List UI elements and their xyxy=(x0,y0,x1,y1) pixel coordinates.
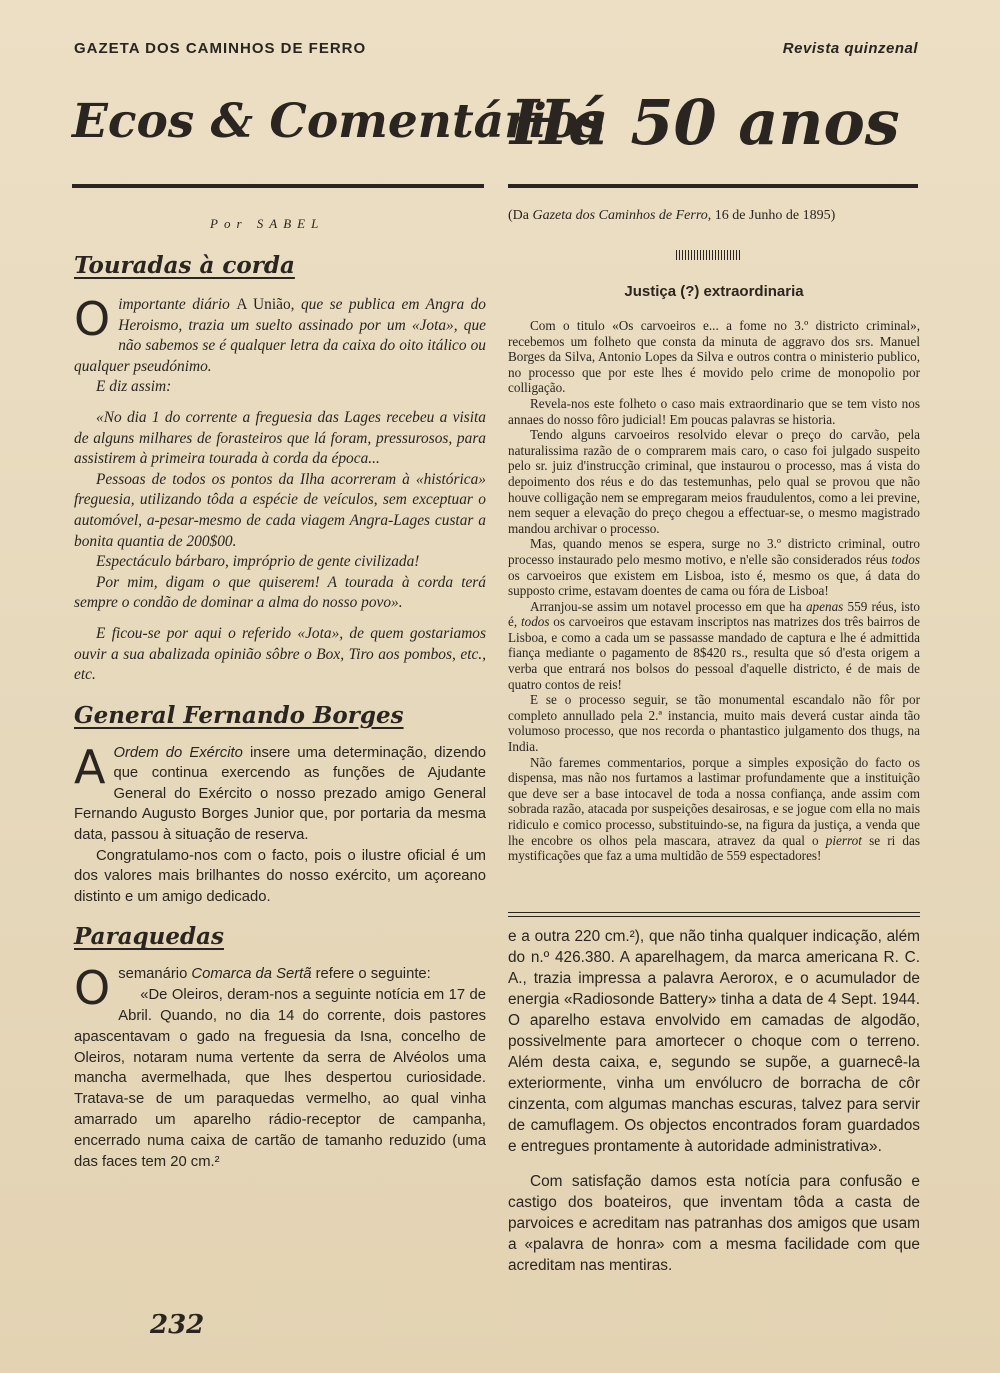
right-subtitle: Justiça (?) extraordinaria xyxy=(624,283,804,300)
dropcap: A xyxy=(74,739,106,794)
justica-article: Com o titulo «Os carvoeiros e... a fome no 3.º districto criminal», recebemos um folheto que consta da minuta de aggravo dos srs. Manuel Borges da Silva, Antonio Lopes da Silva e outros contra o ministerio publico, no processo que por este lhes é movido pelo crime de monopolio por colligação. Revela-nos este folheto o caso mais extraordinario que se tem visto nos annaes do nosso fôro judicial! Em poucas palavras se historia. Tendo alguns carvoeiros resolvido elevar o preço do carvão, pela naturalissima razão de o comprarem mais caro, o caso foi julgado suspeito pelo sr. juiz d'instrucção criminal, que instaurou o processo, mas á vista do depoimento dos réus e do das testemunhas, pelo qual se provou que não houve colligação nem se empregaram meios fraudulentos, como a lei previne, nem sequer a elevação do preço chegou a effectuar-se, o mesmo magistrado mandou archivar o processo. Mas, quando menos se espera, surge no 3.º districto criminal, outro processo instaurado pelo mesmo motivo, e n'elle são considerados réus todos os carvoeiros que existem em Lisboa, isto é, mesmo os que, á data do supposto crime, estavam doentes de cama ou fóra de Lisboa! Arranjou-se assim um notavel processo em que ha apenas 559 réus, isto é, todos os carvoeiros que estavam inscriptos nas matrizes dos três bairros de Lisboa, e como a cada um se passasse mandado de captura e lhe é admittida fiança mediante o pagamento de 8$420 rs., resulta que só d'esta origem a verba que entrará nos bolsos do pessoal d'aquelle districto, é de mais de quatro contos de reis! E se o processo seguir, se tão monumental escandalo não fôr por completo annullado pela 2.ª instancia, muito mais deverá custar ainda tão volumoso processo, que nos recorda o phantastico julgamento dos thugs, na India. Não faremes commentarios, porque a simples exposição do facto os dispensa, mas não nos furtamos a lastimar profundamente que a instituição que deve ser a base intocavel de toda a nossa confiança, ande assim com sobrada razão, atacada por suspeições desairosas, e se jogue com ella no mais ridiculo e comico processo, substituindo-se, na figura da justiça, a venda que lhe encobre os olhos pela mascara, atravez da qual o pierrot se ri das mystificações que faz a uma multidão de 559 espectadores! xyxy=(508,318,920,864)
source-note: (Da Gazeta dos Caminhos de Ferro, 16 de Junho de 1895) xyxy=(508,208,836,223)
right-column-title: Há 50 anos xyxy=(510,86,900,159)
dropcap: O xyxy=(74,292,111,346)
publication-name: GAZETA DOS CAMINHOS DE FERRO xyxy=(74,40,367,57)
touradas-body: O importante diário A União, que se publica em Angra do Heroismo, trazia um suelto assinado por um «Jota», que não sabemos se é qualquer letra da caixa do oito itálico ou qualquer pseudónimo. E diz assim: «No dia 1 do corrente a freguesia das Lages recebeu a visita de alguns milhares de forasteiros que lá foram, pressurosos, para assistirem à primeira tourada à corda da época... Pessoas de todos os pontos da Ilha acorreram à «histórica» freguesia, utilizando tôda a espécie de veículos, sem exceptuar o automóvel, a-pesar-mesmo de cada viagem Angra-Lages custar a bonita quantia de 200$00. Espectáculo bárbaro, impróprio de gente civilizada! Por mim, digam o que quiserem! A tourada à corda terá sempre o condão de dominar a alma do nosso povo». E ficou-se por aqui o referido «Jota», de quem gostariamos ouvir a sua abalizada opinião sôbre o Box, Tiro aos pombos, etc., etc. xyxy=(74,292,486,684)
paraquedas-continuation: e a outra 220 cm.²), que não tinha qualquer indicação, além do n.º 426.380. A aparelhagem, da marca americana R. C. A., trazia impressa a palavra Aerorox, e o acumulador de energia «Radiosonde Battery» tinha a data de 4 Sept. 1944. O aparelho estava envolvido em camadas de algodão, possivelmente para amortecer o choque com o terreno. Além desta caixa, e, segundo se supõe, a guarnecê-la exteriormente, vinha um envólucro de borracha de côr cinzenta, com algumas manchas escuras, talvez para servir de camuflagem. Os objectos encontrados foram guardados e entregues prontamente à autoridade administrativa». Com satisfação damos esta notícia para confusão e castigo dos boateiros, que inventam tôda a casta de parvoices e acreditam nas patranhas dos amigos que usam a «palavra de honra» com a mesma facilidade com que acreditam nas mentiras. xyxy=(508,928,920,1274)
section-heading-general: General Fernando Borges xyxy=(74,701,404,729)
section-heading-touradas: Touradas à corda xyxy=(74,252,295,279)
page-number: 232 xyxy=(150,1310,205,1340)
byline: Por SABEL xyxy=(210,216,325,231)
ornament xyxy=(676,250,742,260)
periodicity: Revista quinzenal xyxy=(782,40,918,57)
right-title-rule xyxy=(508,184,918,188)
paraquedas-body: Osemanário Comarca da Sertã refere o seguinte: «De Oleiros, deram-nos a seguinte notícia em 17 de Abril. Quando, no dia 14 do corrente, dois pastores apascentavam o gado na freguesia da Isna, concelho de Oleiros, notaram numa vertente da serra de Alvéolos uma mancha avermelhada, que lhes despertou curiosidade. Tratava-se de um paraquedas vermelho, ao qual vinha amarrado um aparelho rádio-receptor de campanha, encerrado numa caixa de cartão de tamanho reduzido (uma das faces tem 20 cm.² xyxy=(74,961,486,1170)
general-body: A Ordem do Exército insere uma determinação, dizendo que continua exercendo as funções de Ajudante General do Exército o nosso prezado amigo General Fernando Augusto Borges Junior que, por portaria da mesma data, passou à situação de reserva. Congratulamo-nos com o facto, pois o ilustre oficial é um dos valores mais brilhantes do nosso exército, um açoreano distinto e um amigo dedicado. xyxy=(74,739,486,905)
left-title-rule xyxy=(72,184,484,188)
dropcap: O xyxy=(74,961,111,1016)
section-heading-paraquedas: Paraquedas xyxy=(74,923,224,951)
left-column xyxy=(74,252,486,1172)
column-divider xyxy=(508,912,920,917)
left-column-title: Ecos & Comentários xyxy=(72,94,605,149)
